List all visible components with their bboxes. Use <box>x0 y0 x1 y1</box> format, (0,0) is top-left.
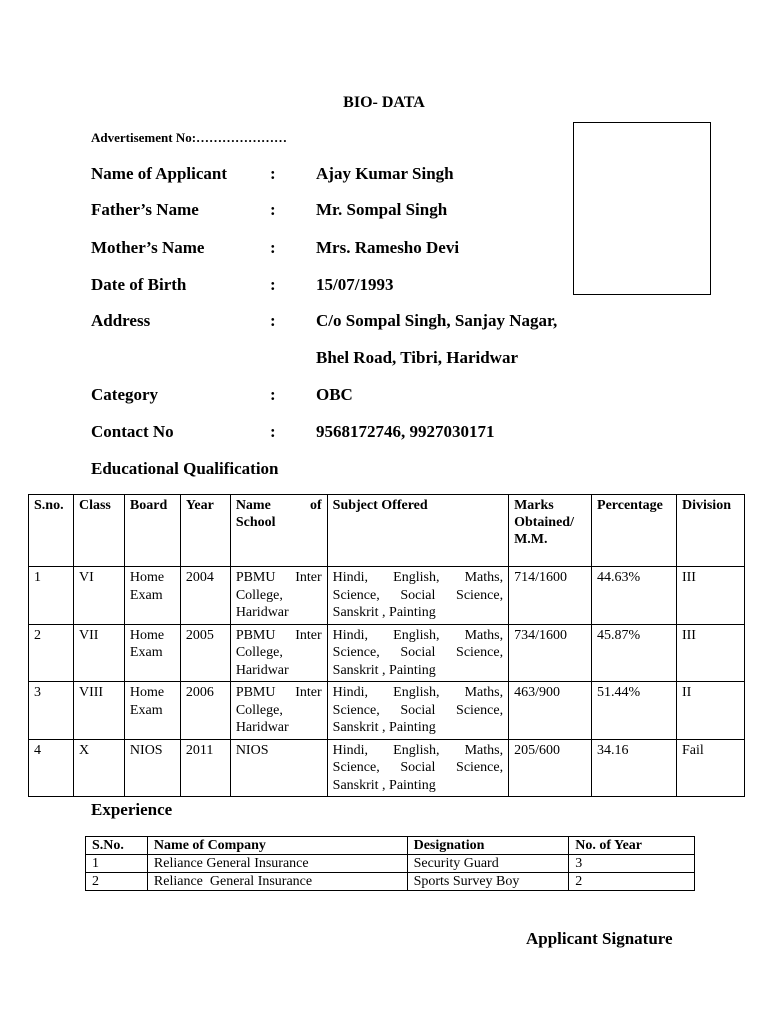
cell-designation: Sports Survey Boy <box>407 873 569 891</box>
dob-label: Date of Birth <box>91 275 187 294</box>
cell-marks: 463/900 <box>509 682 592 740</box>
contact-value: 9568172746, 9927030171 <box>316 422 495 441</box>
mother-name-label: Mother’s Name <box>91 238 205 257</box>
table-row <box>29 682 745 740</box>
cell-subjects: Hindi, English, Maths, Science, Social Science, Sanskrit , Painting <box>327 624 508 682</box>
education-header-row <box>29 495 745 567</box>
cell-sno: 1 <box>86 855 148 873</box>
name-label: Name of Applicant <box>91 164 227 183</box>
cell-class: VI <box>73 567 124 625</box>
table-row <box>29 624 745 682</box>
cell-sno: 4 <box>29 739 74 797</box>
cell-year: 2006 <box>180 682 230 740</box>
cell-sno: 2 <box>86 873 148 891</box>
photo-box <box>573 122 711 295</box>
name-value: Ajay Kumar Singh <box>316 164 454 183</box>
father-name-value: Mr. Sompal Singh <box>316 200 448 219</box>
cell-division: Fail <box>676 739 744 797</box>
applicant-signature-label: Applicant Signature <box>526 929 673 948</box>
col-header-percentage: Percentage <box>592 495 677 567</box>
col-header-sno: S.No. <box>86 837 148 855</box>
col-header-division: Division <box>676 495 744 567</box>
cell-year: 2004 <box>180 567 230 625</box>
category-colon: : <box>270 385 276 404</box>
table-row <box>86 873 695 891</box>
cell-subjects: Hindi, English, Maths, Science, Social Science, Sanskrit , Painting <box>327 739 508 797</box>
cell-subjects: Hindi, English, Maths, Science, Social Science, Sanskrit , Painting <box>327 567 508 625</box>
name-colon: : <box>270 164 276 183</box>
category-label: Category <box>91 385 159 404</box>
col-header-marks: Marks Obtained/ M.M. <box>509 495 592 567</box>
cell-class: VIII <box>73 682 124 740</box>
dob-colon: : <box>270 275 276 294</box>
category-value: OBC <box>316 385 353 404</box>
page-title: BIO- DATA <box>343 94 425 111</box>
father-name-colon: : <box>270 200 276 219</box>
col-header-company: Name of Company <box>147 837 407 855</box>
col-header-year: Year <box>180 495 230 567</box>
cell-marks: 205/600 <box>509 739 592 797</box>
mother-name-colon: : <box>270 238 276 257</box>
mother-name-value: Mrs. Ramesho Devi <box>316 238 460 257</box>
cell-year: 2011 <box>180 739 230 797</box>
experience-header-row <box>86 837 695 855</box>
cell-school: PBMU Inter College, Haridwar <box>230 624 327 682</box>
education-heading: Educational Qualification <box>91 459 279 478</box>
cell-marks: 734/1600 <box>509 624 592 682</box>
col-header-designation: Designation <box>407 837 569 855</box>
cell-board: Home Exam <box>124 567 180 625</box>
address-label: Address <box>91 311 151 330</box>
dob-value: 15/07/1993 <box>316 275 394 294</box>
cell-board: NIOS <box>124 739 180 797</box>
contact-colon: : <box>270 422 276 441</box>
cell-percentage: 34.16 <box>592 739 677 797</box>
col-header-school: Name of School <box>230 495 327 567</box>
cell-division: II <box>676 682 744 740</box>
table-row <box>29 567 745 625</box>
cell-school: PBMU Inter College, Haridwar <box>230 567 327 625</box>
cell-years: 2 <box>569 873 695 891</box>
col-header-sno: S.no. <box>29 495 74 567</box>
cell-division: III <box>676 624 744 682</box>
col-header-board: Board <box>124 495 180 567</box>
experience-heading: Experience <box>91 800 173 819</box>
cell-division: III <box>676 567 744 625</box>
cell-subjects: Hindi, English, Maths, Science, Social Science, Sanskrit , Painting <box>327 682 508 740</box>
education-table <box>28 494 745 797</box>
address-value-line2: Bhel Road, Tibri, Haridwar <box>316 348 518 367</box>
cell-sno: 2 <box>29 624 74 682</box>
table-row <box>86 855 695 873</box>
cell-class: X <box>73 739 124 797</box>
col-header-class: Class <box>73 495 124 567</box>
cell-school: PBMU Inter College, Haridwar <box>230 682 327 740</box>
father-name-label: Father’s Name <box>91 200 199 219</box>
cell-marks: 714/1600 <box>509 567 592 625</box>
address-colon: : <box>270 311 276 330</box>
cell-class: VII <box>73 624 124 682</box>
cell-percentage: 45.87% <box>592 624 677 682</box>
experience-table <box>85 836 695 891</box>
cell-company: Reliance General Insurance <box>147 873 407 891</box>
cell-company: Reliance General Insurance <box>147 855 407 873</box>
cell-percentage: 51.44% <box>592 682 677 740</box>
contact-label: Contact No <box>91 422 174 441</box>
cell-year: 2005 <box>180 624 230 682</box>
cell-percentage: 44.63% <box>592 567 677 625</box>
cell-designation: Security Guard <box>407 855 569 873</box>
col-header-subjects: Subject Offered <box>327 495 508 567</box>
address-value-line1: C/o Sompal Singh, Sanjay Nagar, <box>316 311 558 330</box>
cell-school: NIOS <box>230 739 327 797</box>
table-row <box>29 739 745 797</box>
cell-sno: 1 <box>29 567 74 625</box>
advertisement-number: Advertisement No:………………… <box>91 130 288 145</box>
cell-board: Home Exam <box>124 624 180 682</box>
cell-board: Home Exam <box>124 682 180 740</box>
cell-sno: 3 <box>29 682 74 740</box>
cell-years: 3 <box>569 855 695 873</box>
col-header-years: No. of Year <box>569 837 695 855</box>
